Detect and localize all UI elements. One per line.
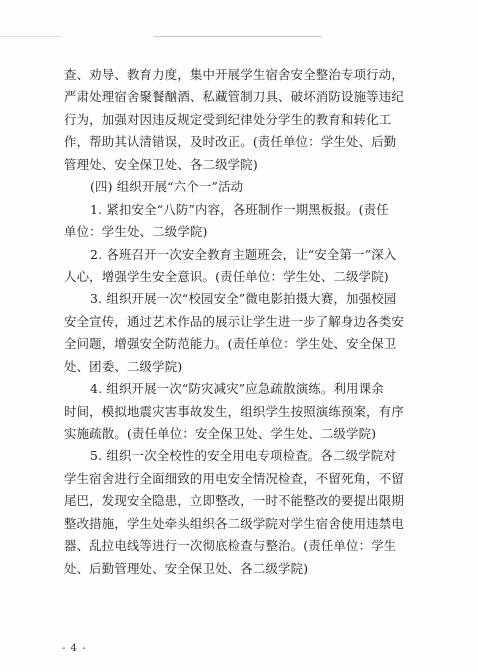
text-line: 严肃处理宿舍聚餐酗酒、私藏管制刀具、破坏消防设施等违纪 [64, 89, 404, 105]
text-line: 1. 紧扣安全“八防”内容，各班制作一期黑板报。(责任 [90, 201, 389, 217]
text-line: 处、后勤管理处、安全保卫处、各二级学院) [64, 560, 309, 576]
text-line: 人心，增强学生安全意识。(责任单位：学生处、二级学院) [64, 268, 389, 284]
text-line: 单位：学生处、二级学院) [64, 224, 208, 240]
scan-mark-rule [0, 36, 60, 37]
page-number: - 4 - [62, 643, 87, 654]
text-line: 全问题，增强安全防范能力。(责任单位：学生处、安全保卫 [64, 336, 397, 352]
text-line: 2. 各班召开一次安全教育主题班会，让“安全第一”深入 [90, 246, 397, 262]
text-line: 作，帮助其认清错误，及时改正。(责任单位：学生处、后勤 [64, 134, 397, 150]
text-line: 处、团委、二级学院) [64, 358, 183, 374]
text-line: 器、乱拉电线等进行一次彻底检查与整治。(责任单位：学生 [64, 538, 397, 554]
text-line: 安全宣传，通过艺术作品的展示让学生进一步了解身边各类安 [64, 313, 404, 329]
text-line: 尾巴，发现安全隐患，立即整改，一时不能整改的要提出限期 [64, 493, 404, 509]
text-line: 管理处、安全保卫处、各二级学院) [64, 156, 258, 172]
text-line: 行为，加强对因违反规定受到纪律处分学生的教育和转化工 [64, 111, 392, 127]
text-line: 学生宿舍进行全面细致的用电安全情况检查，不留死角，不留 [64, 470, 404, 486]
text-line: 时间，模拟地震灾害事故发生，组织学生按照演练预案，有序 [64, 403, 404, 419]
text-line: 3. 组织开展一次“校园安全”微电影拍摄大赛，加强校园 [90, 291, 397, 307]
text-line: 实施疏散。(责任单位：安全保卫处、学生处、二级学院) [64, 426, 377, 441]
text-line: 整改措施，学生处牵头组织各二级学院对学生宿舍使用违禁电 [64, 515, 404, 531]
text-line: 查、劝导、教育力度，集中开展学生宿舍安全整治专项行动， [64, 67, 404, 82]
text-line: 5. 组织一次全校性的安全用电专项检查。各二级学院对 [90, 448, 396, 464]
header-rule [154, 36, 322, 37]
text-line: 4. 组织开展一次“防灾减灾”应急疏散演练。利用课余 [90, 381, 384, 397]
document-body [64, 64, 416, 580]
section-heading: (四) 组织开展“六个一”活动 [90, 179, 244, 195]
